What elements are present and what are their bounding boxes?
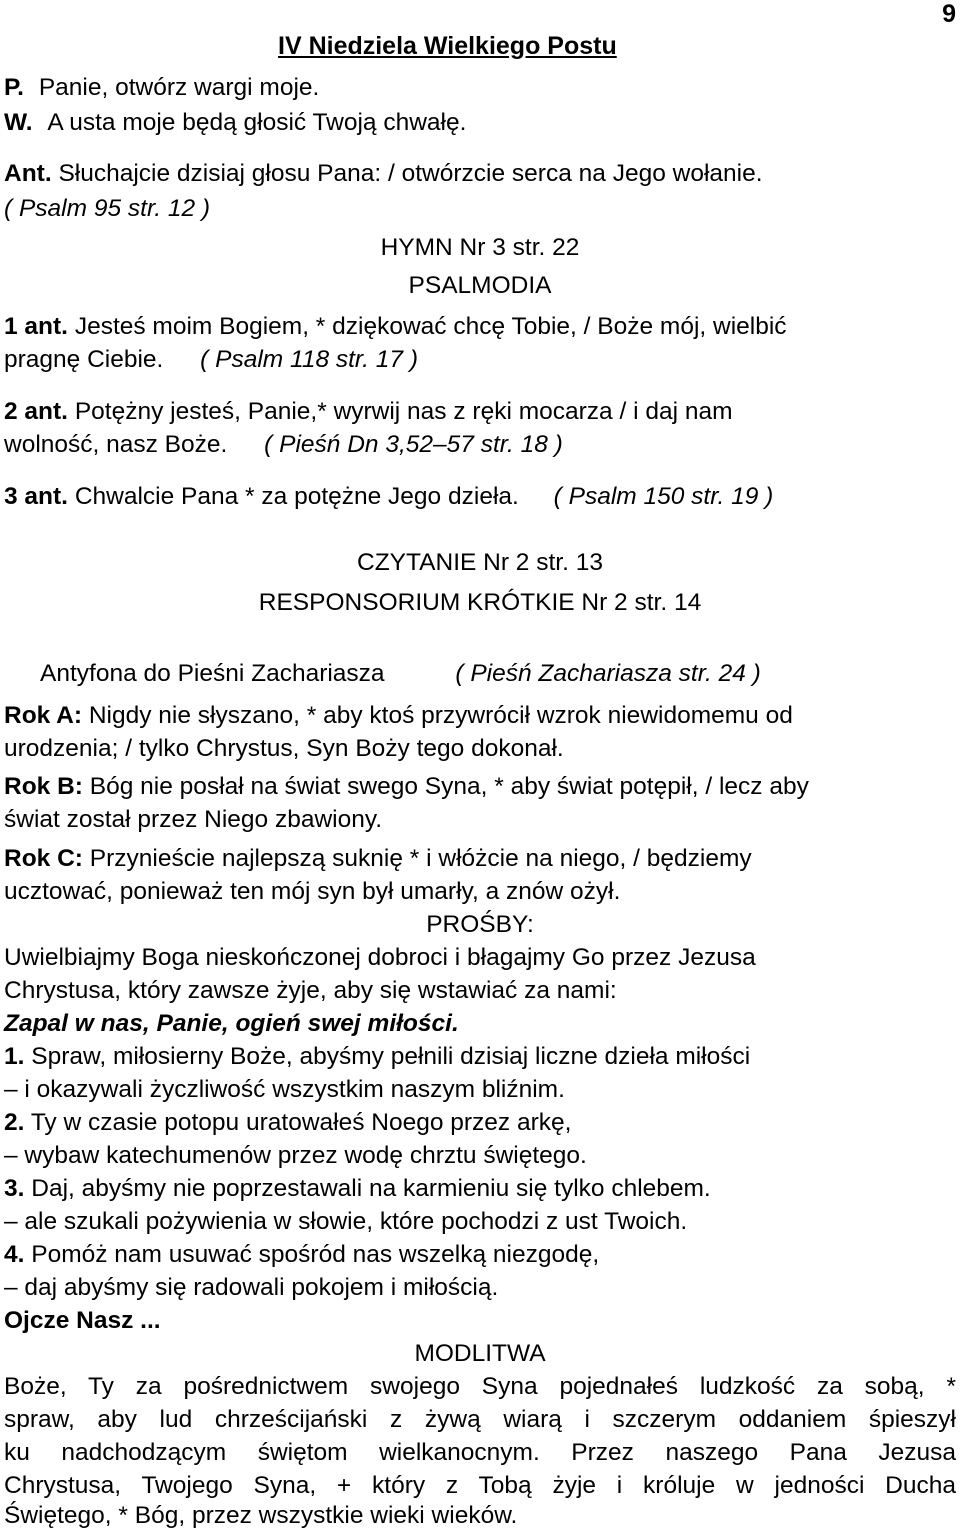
invitatory-antiphon xyxy=(4,158,763,190)
year-c-text-cont: ucztować, ponieważ ten mój syn był umarły, a znów ożył. xyxy=(4,878,621,905)
antiphon-2-ref: ( Pieśń Dn 3,52–57 str. 18 ) xyxy=(264,431,563,458)
year-a-label: Rok A: xyxy=(4,702,83,729)
year-b-text: Bóg nie posłał na świat swego Syna, * aby świat potępił, / lecz aby xyxy=(89,773,809,800)
prayer-line: Chrystusa, Twojego Syna, + który z Tobą żyje i króluje w jedności Ducha xyxy=(4,1472,956,1499)
petition-1-answer: – i okazywali życzliwość wszystkim naszym bliźnim. xyxy=(4,1076,565,1103)
invitatory-text: Słuchajcie dzisiaj głosu Pana: / otwórzcie serca na Jego wołanie. xyxy=(58,160,763,187)
prayer-line: Boże, Ty za pośrednictwem swojego Syna pojednałeś ludzkość za sobą, * xyxy=(4,1373,956,1400)
petition-3 xyxy=(4,1173,711,1205)
antiphon-1 xyxy=(4,311,787,343)
antiphon-3-ref: ( Psalm 150 str. 19 ) xyxy=(553,483,774,510)
invitatory-label: Ant. xyxy=(4,160,52,187)
antiphon-2-cont xyxy=(4,429,563,461)
versicle-label: P. xyxy=(4,74,24,101)
petition-3-text: Daj, abyśmy nie poprzestawali na karmieniu się tylko chlebem. xyxy=(31,1175,711,1202)
antiphon-3 xyxy=(4,481,773,513)
petition-2-number: 2. xyxy=(4,1109,25,1136)
petition-3-answer: – ale szukali pożywienia w słowie, które pochodzi z ust Twoich. xyxy=(4,1208,688,1235)
antiphon-1-text: Jesteś moim Bogiem, * dziękować chcę Tobie, / Boże mój, wielbić xyxy=(74,313,787,340)
petition-2-answer: – wybaw katechumenów przez wodę chrztu świętego. xyxy=(4,1142,587,1169)
antiphon-2-text: Potężny jesteś, Panie,* wyrwij nas z ręki mocarza / i daj nam xyxy=(74,398,733,425)
versicle-text: Panie, otwórz wargi moje. xyxy=(38,74,320,101)
antiphon-2 xyxy=(4,396,732,428)
page-title: IV Niedziela Wielkiego Postu xyxy=(278,32,617,60)
response-text: A usta moje będą głosić Twoją chwałę. xyxy=(47,109,467,136)
psalmody-heading: PSALMODIA xyxy=(408,272,552,299)
intercessions-intro: Uwielbiajmy Boga nieskończonej dobroci i błagajmy Go przez Jezusa xyxy=(4,944,756,971)
petition-4-number: 4. xyxy=(4,1241,25,1268)
antiphon-1-label: 1 ant. xyxy=(4,313,68,340)
response-line xyxy=(4,107,466,139)
benedictus-ref: ( Pieśń Zachariasza str. 24 ) xyxy=(455,660,761,687)
antiphon-1-text-cont: pragnę Ciebie. xyxy=(4,346,164,373)
petition-4 xyxy=(4,1239,599,1271)
petition-4-answer: – daj abyśmy się radowali pokojem i miłością. xyxy=(4,1274,499,1301)
prayer-heading: MODLITWA xyxy=(414,1340,546,1367)
hymn-heading: HYMN Nr 3 str. 22 xyxy=(380,234,580,261)
petition-2-text: Ty w czasie potopu uratowałeś Noego przez arkę, xyxy=(30,1109,572,1136)
antiphon-2-text-cont: wolność, nasz Boże. xyxy=(4,431,228,458)
year-b-label: Rok B: xyxy=(4,773,83,800)
petition-1-number: 1. xyxy=(4,1043,25,1070)
reading-heading: CZYTANIE Nr 2 str. 13 xyxy=(357,549,603,576)
our-father: Ojcze Nasz ... xyxy=(4,1307,161,1334)
antiphon-1-cont xyxy=(4,344,418,376)
intercessions-intro-cont: Chrystusa, który zawsze żyje, aby się wstawiać za nami: xyxy=(4,977,617,1004)
year-a-text: Nigdy nie słyszano, * aby ktoś przywrócił wzrok niewidomemu od xyxy=(88,702,793,729)
benedictus-heading: Antyfona do Pieśni Zachariasza xyxy=(40,660,385,687)
year-b-text-cont: świat został przez Niego zbawiony. xyxy=(4,806,383,833)
petition-1 xyxy=(4,1041,750,1073)
invitatory-ref: ( Psalm 95 str. 12 ) xyxy=(4,195,211,222)
prayer-line: ku nadchodzącym świętom wielkanocnym. Przez naszego Pana Jezusa xyxy=(4,1439,956,1466)
antiphon-1-ref: ( Psalm 118 str. 17 ) xyxy=(200,346,419,373)
page-number: 9 xyxy=(942,0,956,28)
petition-3-number: 3. xyxy=(4,1175,25,1202)
responsory-heading: RESPONSORIUM KRÓTKIE Nr 2 str. 14 xyxy=(258,589,702,616)
intercessions-response: Zapal w nas, Panie, ogień swej miłości. xyxy=(4,1010,459,1037)
petition-1-text: Spraw, miłosierny Boże, abyśmy pełnili dzisiaj liczne dzieła miłości xyxy=(31,1043,751,1070)
antiphon-2-label: 2 ant. xyxy=(4,398,68,425)
prayer-last-line: Świętego, * Bóg, przez wszystkie wieki wieków. xyxy=(4,1502,518,1529)
response-label: W. xyxy=(4,109,33,136)
year-c-text: Przynieście najlepszą suknię * i włóżcie na niego, / będziemy xyxy=(89,845,752,872)
benedictus-heading-line xyxy=(40,658,761,690)
petition-2 xyxy=(4,1107,571,1139)
prayer-line: spraw, aby lud chrześcijański z żywą wiarą i szczerym oddaniem śpieszył xyxy=(4,1406,956,1433)
intercessions-heading: PROŚBY: xyxy=(426,911,534,938)
antiphon-3-text: Chwalcie Pana * za potężne Jego dzieła. xyxy=(74,483,519,510)
petition-4-text: Pomóż nam usuwać spośród nas wszelką niezgodę, xyxy=(31,1241,600,1268)
year-c-antiphon xyxy=(4,843,752,875)
year-a-text-cont: urodzenia; / tylko Chrystus, Syn Boży tego dokonał. xyxy=(4,735,564,762)
antiphon-3-label: 3 ant. xyxy=(4,483,68,510)
year-b-antiphon xyxy=(4,771,809,803)
versicle-line xyxy=(4,72,319,104)
year-c-label: Rok C: xyxy=(4,845,83,872)
year-a-antiphon xyxy=(4,700,793,732)
